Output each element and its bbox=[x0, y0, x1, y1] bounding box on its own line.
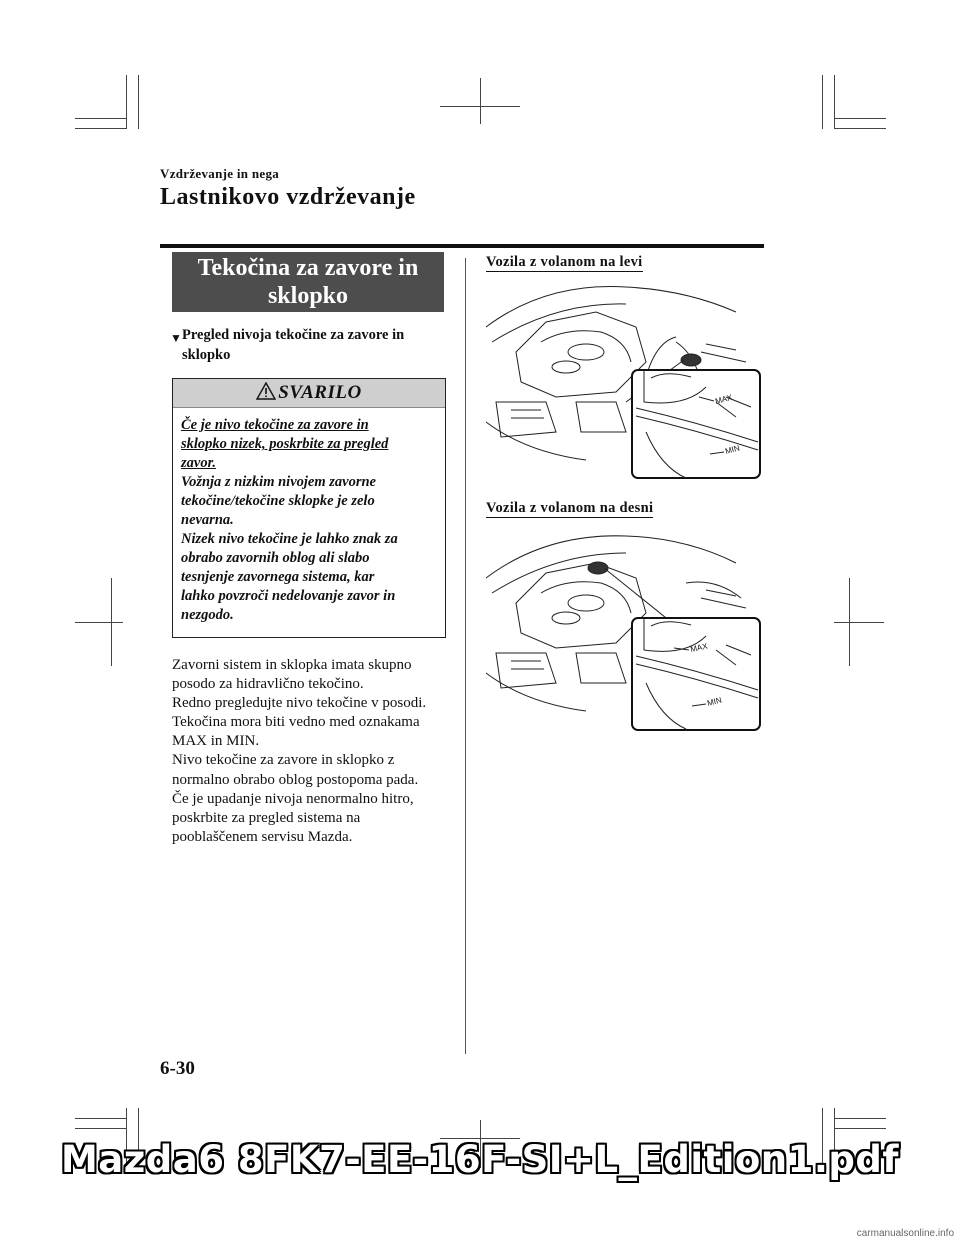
min-mark: MIN bbox=[706, 695, 723, 708]
crop-mark bbox=[834, 128, 886, 129]
warning-line: nevarna. bbox=[181, 512, 234, 528]
crop-mark bbox=[126, 75, 127, 129]
subheading-line-2: sklopko bbox=[182, 347, 231, 363]
banner-line-1: Tekočina za zavore in bbox=[197, 255, 419, 281]
body-paragraph bbox=[172, 656, 457, 847]
subheading-line-1: Pregled nivoja tekočine za zavore in bbox=[182, 327, 405, 343]
crop-mark bbox=[75, 1118, 127, 1119]
body-line: poskrbite za pregled sistema na bbox=[172, 809, 361, 826]
page-number: 6-30 bbox=[160, 1058, 195, 1079]
header-rule bbox=[160, 244, 764, 248]
crop-mark bbox=[834, 118, 886, 119]
crop-mark bbox=[822, 75, 823, 129]
body-line: normalno obrabo oblog postopoma pada. bbox=[172, 771, 419, 788]
column-divider bbox=[465, 258, 466, 1054]
body-line: posodo za hidravlično tekočino. bbox=[172, 676, 364, 693]
crop-mark bbox=[480, 78, 481, 124]
max-mark: MAX bbox=[689, 641, 709, 654]
site-watermark: carmanualsonline.info bbox=[856, 1228, 954, 1239]
body-line: pooblaščenem servisu Mazda. bbox=[172, 828, 353, 845]
body-line: Redno pregledujte nivo tekočine v posodi. bbox=[172, 695, 427, 712]
engine-bay-illustration-lhd bbox=[486, 282, 766, 480]
crop-mark bbox=[75, 1128, 127, 1129]
warning-line: zavor. bbox=[181, 455, 217, 471]
pdf-filename-watermark: Mazda6 8FK7-EE-16F-SI+L_Edition1.pdf bbox=[60, 1138, 900, 1181]
warning-body bbox=[173, 408, 445, 625]
warning-header bbox=[173, 379, 445, 408]
crop-mark bbox=[849, 578, 850, 666]
warning-triangle-icon bbox=[256, 382, 276, 400]
crop-mark bbox=[111, 578, 112, 666]
warning-line: tesnjenje zavornega sistema, kar bbox=[181, 569, 375, 585]
figure-caption-rhd: Vozila z volanom na desni bbox=[486, 500, 654, 516]
figure-caption-lhd: Vozila z volanom na levi bbox=[486, 254, 643, 270]
warning-line: Če je nivo tekočine za zavore in bbox=[181, 417, 369, 433]
warning-box bbox=[172, 378, 446, 638]
body-line: Če je upadanje nivoja nenormalno hitro, bbox=[172, 790, 414, 807]
warning-title: SVARILO bbox=[278, 382, 362, 403]
triangle-marker-icon: ▼ bbox=[170, 331, 182, 345]
warning-line: sklopko nizek, poskrbite za pregled bbox=[181, 436, 389, 452]
subheading bbox=[170, 325, 446, 365]
crop-mark bbox=[138, 75, 139, 129]
page-title: Lastnikovo vzdrževanje bbox=[160, 184, 416, 210]
crop-mark bbox=[75, 118, 127, 119]
warning-line: tekočine/tekočine sklopke je zelo bbox=[181, 493, 375, 509]
max-mark: MAX bbox=[714, 392, 734, 406]
topic-banner bbox=[172, 252, 444, 312]
section-label: Vzdrževanje in nega bbox=[160, 166, 280, 181]
crop-mark bbox=[75, 128, 127, 129]
warning-line: nezgodo. bbox=[181, 607, 234, 623]
engine-bay-illustration-rhd bbox=[486, 528, 766, 733]
warning-line: Nizek nivo tekočine je lahko znak za bbox=[181, 531, 398, 547]
min-mark: MIN bbox=[724, 443, 741, 456]
warning-line: lahko povzroči nedelovanje zavor in bbox=[181, 588, 396, 604]
warning-line: obrabo zavornih oblog ali slabo bbox=[181, 550, 370, 566]
body-line: Nivo tekočine za zavore in sklopko z bbox=[172, 752, 395, 769]
crop-mark bbox=[75, 622, 123, 623]
body-line: Tekočina mora biti vedno med oznakama bbox=[172, 714, 420, 731]
banner-line-2: sklopko bbox=[267, 283, 349, 309]
body-line: MAX in MIN. bbox=[172, 733, 260, 750]
warning-line: Vožnja z nizkim nivojem zavorne bbox=[181, 474, 376, 490]
crop-mark bbox=[834, 1128, 886, 1129]
crop-mark bbox=[834, 622, 884, 623]
body-line: Zavorni sistem in sklopka imata skupno bbox=[172, 657, 412, 673]
crop-mark bbox=[834, 1118, 886, 1119]
crop-mark bbox=[834, 75, 835, 129]
